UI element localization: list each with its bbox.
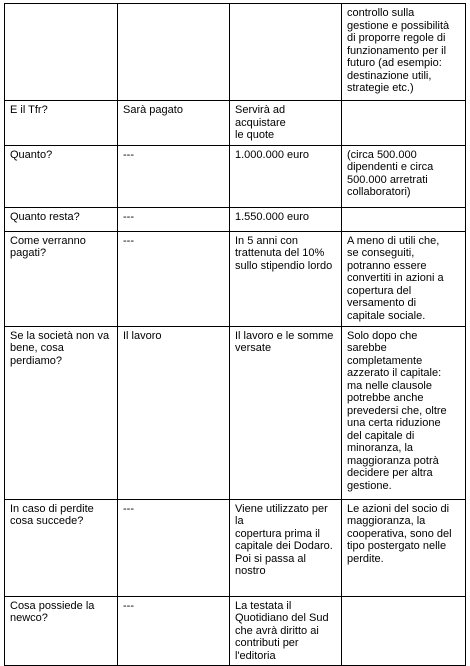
- cell-col-3: La testata il Quotidiano del Sud che avrà diritto ai contributi per l'editoria: [230, 596, 342, 666]
- question-cell: Come verranno pagati?: [5, 231, 118, 326]
- cell-col-2: Il lavoro: [118, 326, 230, 499]
- cell-col-3: 1.550.000 euro: [230, 207, 342, 231]
- table-row: [5, 145, 466, 207]
- note-cell: [342, 207, 466, 231]
- question-cell: Quanto?: [5, 145, 118, 207]
- question-cell: Se la società non va bene, cosa perdiamo?: [5, 326, 118, 499]
- cell-col-3: In 5 anni con trattenuta del 10% sullo stipendio lordo: [230, 231, 342, 326]
- info-table: [4, 3, 466, 666]
- cell-col-3: Servirà ad acquistare le quote: [230, 101, 342, 146]
- note-cell: controllo sulla gestione e possibilità di proporre regole di funzionamento per il futuro (ad esempio: destinazione utili, strategie etc.): [342, 4, 466, 101]
- cell-col-3: [230, 4, 342, 101]
- question-cell: Quanto resta?: [5, 207, 118, 231]
- question-cell: E il Tfr?: [5, 101, 118, 146]
- cell-col-2: ---: [118, 231, 230, 326]
- cell-col-2: ---: [118, 499, 230, 596]
- cell-col-3: 1.000.000 euro: [230, 145, 342, 207]
- note-cell: [342, 596, 466, 666]
- table-row: [5, 499, 466, 596]
- table-row: [5, 4, 466, 101]
- note-cell: A meno di utili che, se conseguiti, potranno essere convertiti in azioni a copertura del versamento di capitale sociale.: [342, 231, 466, 326]
- cell-col-2: ---: [118, 596, 230, 666]
- table-body: [5, 4, 466, 666]
- note-cell: [342, 101, 466, 146]
- question-cell: Cosa possiede la newco?: [5, 596, 118, 666]
- cell-col-2: ---: [118, 145, 230, 207]
- question-cell: [5, 4, 118, 101]
- cell-col-2: ---: [118, 207, 230, 231]
- cell-col-3: Viene utilizzato per la copertura prima il capitale dei Dodaro. Poi si passa al nostro: [230, 499, 342, 596]
- table-row: [5, 326, 466, 499]
- table-row: [5, 207, 466, 231]
- table-row: [5, 101, 466, 146]
- question-cell: In caso di perdite cosa succede?: [5, 499, 118, 596]
- note-cell: (circa 500.000 dipendenti e circa 500.000 arretrati collaboratori): [342, 145, 466, 207]
- cell-col-2: Sarà pagato: [118, 101, 230, 146]
- table-row: [5, 231, 466, 326]
- cell-col-3: Il lavoro e le somme versate: [230, 326, 342, 499]
- table-row: [5, 596, 466, 666]
- note-cell: Le azioni del socio di maggioranza, la cooperativa, sono del tipo postergato nelle perdite.: [342, 499, 466, 596]
- cell-col-2: [118, 4, 230, 101]
- note-cell: Solo dopo che sarebbe completamente azzerato il capitale: ma nelle clausole potrebbe anche prevedersi che, oltre una certa riduzione del capitale di minoranza, la maggioranza potrà decidere per altra gestione.: [342, 326, 466, 499]
